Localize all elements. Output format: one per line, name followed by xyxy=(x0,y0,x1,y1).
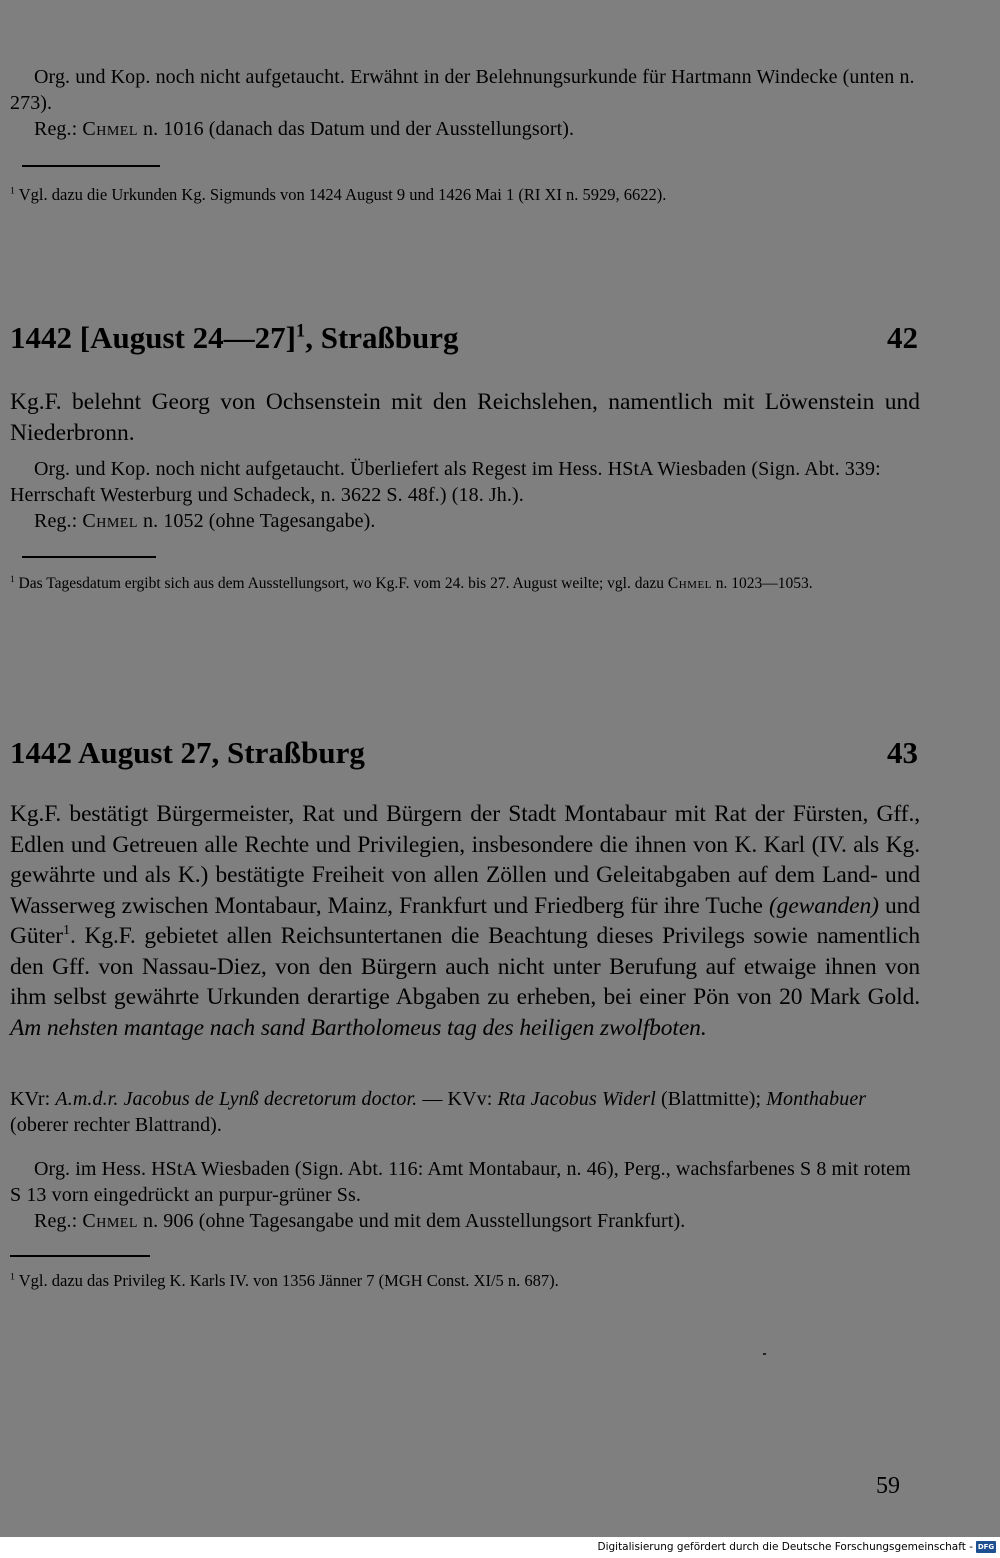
footnote-marker: 1 xyxy=(10,574,15,585)
entry-43-regest: Reg.: Chmel n. 906 (ohne Tagesangabe und mit dem Ausstellungsort Frankfurt). xyxy=(34,1210,686,1232)
entry-42-summary: Kg.F. belehnt Georg von Ochsenstein mit den Reichslehen, namentlich mit Löwenstein und Niederbronn. xyxy=(10,389,920,446)
entry-43-heading xyxy=(10,735,918,771)
dating-clause: Am nehsten mantage nach sand Bartholomeus tag des heiligen zwolfboten. xyxy=(10,1014,707,1041)
entry-43-date-place: 1442 August 27, Straßburg xyxy=(10,735,365,770)
entry-42-footnote: $^1$ Das Tagesdatum ergibt sich aus dem Ausstellungsort, wo Kg.F. vom 24. bis 27. August weilte; vgl. dazu Chmel n. 1023—1053. xyxy=(10,574,813,592)
funding-banner xyxy=(0,1537,1000,1558)
previous-entry-archive-note: Org. und Kop. noch nicht aufgetaucht. Erwähnt in der Belehnungsurkunde für Hartmann Windecke (unten n. 273). xyxy=(10,66,915,114)
footnote-divider xyxy=(22,556,156,558)
entry-42-notes xyxy=(10,456,920,534)
footnote-marker: 1 xyxy=(10,1271,15,1283)
footnote-marker: 1 xyxy=(63,922,70,939)
entry-42-date-place: 1442 [August 24—27]$^1$, Straßburg xyxy=(10,320,459,355)
author-chmel: Chmel xyxy=(82,510,138,532)
quoted-term: (gewanden) xyxy=(768,892,879,919)
page-number: 59 xyxy=(876,1473,900,1499)
entry-43-archive-note: Org. im Hess. HStA Wiesbaden (Sign. Abt. 116: Amt Montabaur, n. 46), Perg., wachsfarbenes S 8 mit rotem S 13 vorn eingedrückt an purpur-grüner Ss. xyxy=(10,1158,911,1206)
entry-42-archive-note: Org. und Kop. noch nicht aufgetaucht. Überliefert als Regest im Hess. HStA Wiesbaden (Sign. Abt. 339: Herrschaft Westerburg und Schadeck, n. 3622 S. 48f.) (18. Jh.). xyxy=(10,458,881,506)
entry-42-heading xyxy=(10,320,918,356)
entry-43-number: 43 xyxy=(887,735,918,770)
entry-42-regest: Reg.: Chmel n. 1052 (ohne Tagesangabe). xyxy=(34,510,376,532)
previous-entry-notes xyxy=(10,64,920,142)
previous-entry-footnote: $^1$ Vgl. dazu die Urkunden Kg. Sigmunds von 1424 August 9 und 1426 Mai 1 (RI XI n. 5929, 6622). xyxy=(10,185,667,204)
footnote-marker: 1 xyxy=(295,320,306,342)
footnote-divider xyxy=(10,1255,150,1257)
footnote-marker: 1 xyxy=(10,185,15,197)
entry-43-chancery-notes: KVr: A.m.d.r. Jacobus de Lynß decretorum doctor. — KVv: Rta Jacobus Widerl (Blattmitte); Monthabuer (oberer rechter Blattrand). xyxy=(10,1088,867,1136)
author-chmel: Chmel xyxy=(667,575,712,592)
entry-42-number: 42 xyxy=(887,320,918,355)
author-chmel: Chmel xyxy=(82,1210,138,1232)
entry-43-notes xyxy=(10,1156,920,1234)
scan-speck xyxy=(763,1353,766,1355)
entry-43-summary: Kg.F. bestätigt Bürgermeister, Rat und Bürgern der Stadt Montabaur mit Rat der Fürsten, Gff., Edlen und Getreuen alle Rechte und Privilegien, insbesondere die ihnen von K. Karl (IV. als Kg. gewährte und als K.) bestätigte Freiheit von allen Zöllen und Geleitabgaben auf dem Land- und Wasserweg zwischen Montabaur, Mainz, Frankfurt und Friedberg für ihre Tuche (gewanden) und Güter$^1$. Kg.F. gebietet allen Reichsuntertanen die Beachtung dieses Privilegs sowie namentlich den Gff. von Nassau-Diez, von den Bürgern auch nicht unter Berufung auf etwaige ihnen von ihm selbst gewährte Urkunden derartige Abgaben zu erheben, bei einer Pön von 20 Mark Gold. Am nehsten mantage nach sand Bartholomeus tag des heiligen zwolfboten. xyxy=(10,801,920,1041)
footnote-divider xyxy=(22,165,160,167)
funding-text: Digitalisierung gefördert durch die Deutsche Forschungsgemeinschaft - xyxy=(597,1541,973,1553)
entry-43-footnote: $^1$ Vgl. dazu das Privileg K. Karls IV. von 1356 Jänner 7 (MGH Const. XI/5 n. 687). xyxy=(10,1271,559,1290)
author-chmel: Chmel xyxy=(82,118,138,140)
previous-entry-regest: Reg.: Chmel n. 1016 (danach das Datum und der Ausstellungsort). xyxy=(34,118,575,140)
dfg-logo-icon: DFG xyxy=(977,1543,995,1551)
